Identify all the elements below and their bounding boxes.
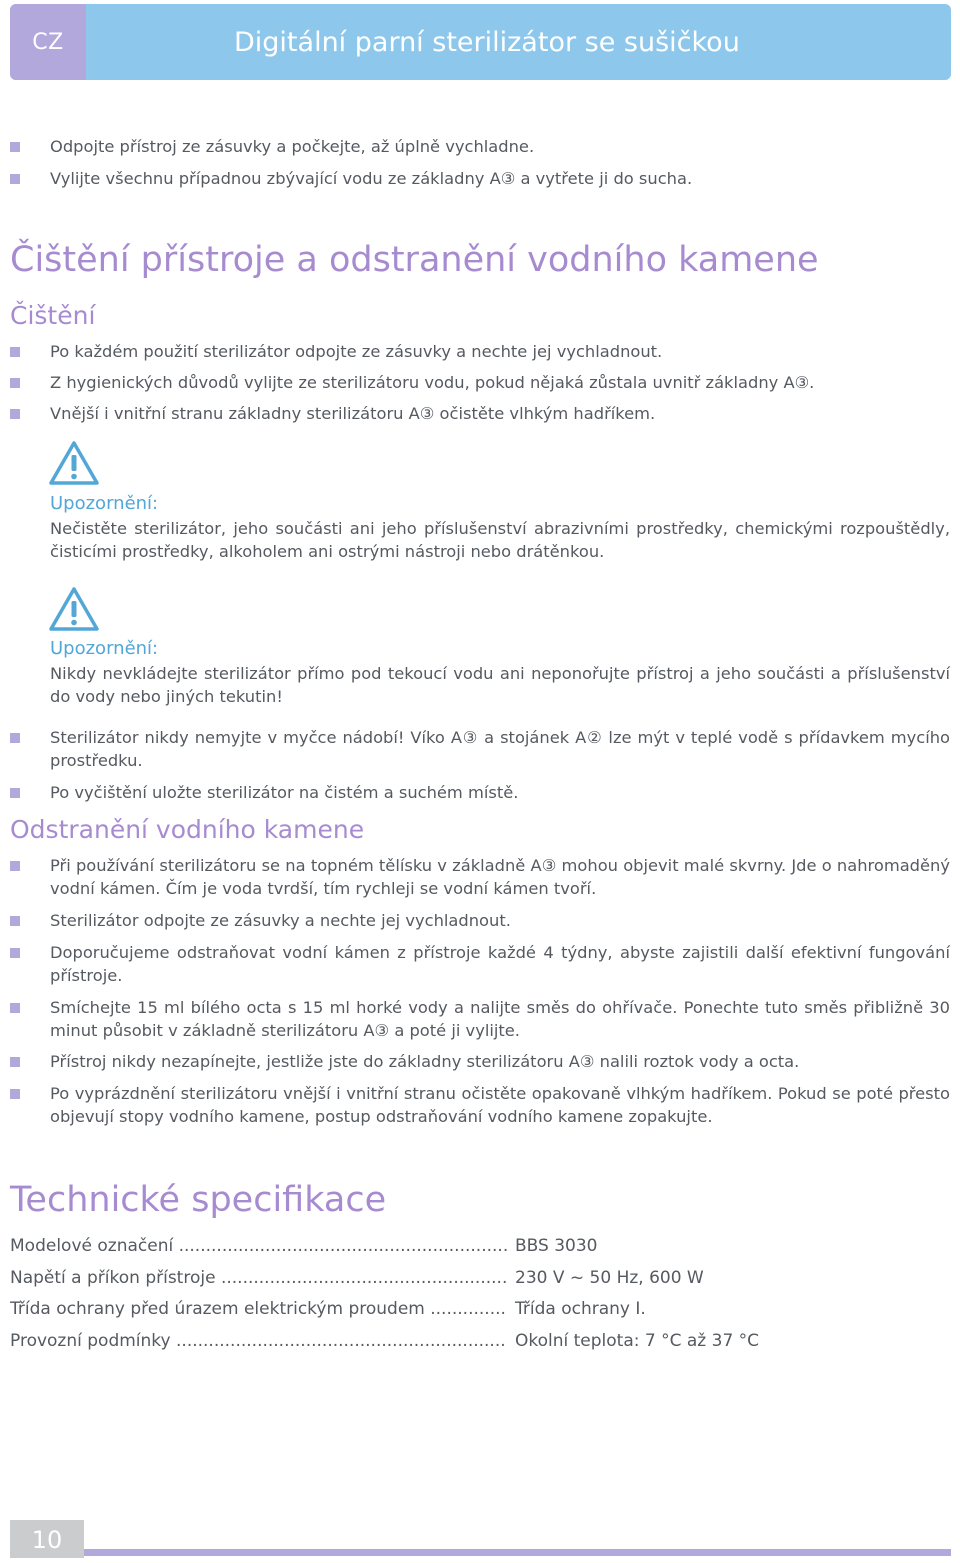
document-title: Digitální parní sterilizátor se sušičkou (234, 27, 740, 58)
spec-row (10, 1236, 950, 1260)
list-item: Při používání sterilizátoru se na topném tělísku v základně A③ mohou objevit malé skvrny. Jde o nahromaděný vodní kámen. Čím je voda tvrdší, tím rychleji se vodní kámen tvoří. (50, 856, 950, 898)
subheading-cleaning: Čištění (10, 301, 96, 330)
warning-triangle-icon (48, 586, 100, 632)
spec-label: Třída ochrany před úrazem elektrickým proudem ..... (10, 1299, 507, 1319)
list-item: Sterilizátor nikdy nemyjte v myčce nádobí! Víko A③ a stojánek A② lze mýt v teplé vodě s přídavkem mycího prostředku. (50, 728, 950, 770)
subheading-descaling: Odstranění vodního kamene (10, 815, 365, 844)
list-item: Doporučujeme odstraňovat vodní kámen z přístroje každé 4 týdny, abyste zajistili další efektivní fungování přístroje. (50, 943, 950, 985)
list-item: Po vyprázdnění sterilizátoru vnější i vnitřní stranu očistěte opakovaně vlhkým hadříkem. Pokud se poté přesto objevují stopy vodního kamene, postup odstraňování vodního kamene zopakujte. (50, 1084, 950, 1126)
list-item: Po vyčištění uložte sterilizátor na čistém a suchém místě. (50, 781, 950, 804)
spec-value: Okolní teplota: 7 °C až 37 °C (515, 1331, 760, 1351)
spec-label: Napětí a příkon přístroje ..... (10, 1268, 507, 1288)
page-number: 10 (10, 1520, 84, 1558)
section-heading-cleaning: Čištění přístroje a odstranění vodního kamene (10, 240, 819, 280)
warning-triangle-icon (48, 440, 100, 486)
warning-text: Nikdy nevkládejte sterilizátor přímo pod tekoucí vodu ani neponořujte přístroj a jeho součásti a příslušenství do vody nebo jiných tekutin! (50, 664, 950, 706)
spec-value: Třída ochrany I. (515, 1299, 646, 1319)
list-item: Po každém použití sterilizátor odpojte ze zásuvky a nechte jej vychladnout. (50, 340, 950, 363)
spec-label: Modelové označení ..... (10, 1236, 507, 1256)
warning-label: Upozornění: (50, 493, 159, 514)
section-heading-specs: Technické specifikace (10, 1180, 387, 1220)
spec-value: 230 V ~ 50 Hz, 600 W (515, 1268, 704, 1288)
spec-row (10, 1299, 950, 1323)
list-item: Smíchejte 15 ml bílého octa s 15 ml horké vody a nalijte směs do ohřívače. Ponechte tuto směs přibližně 30 minut působit v základně sterilizátoru A③ a poté ji vylijte. (50, 998, 950, 1040)
language-badge: CZ (10, 4, 86, 80)
list-item: Sterilizátor odpojte ze zásuvky a nechte jej vychladnout. (50, 909, 950, 932)
list-item: Vnější i vnitřní stranu základny sterilizátoru A③ očistěte vlhkým hadříkem. (50, 402, 950, 425)
page-header (10, 4, 951, 80)
list-item: Z hygienických důvodů vylijte ze sterilizátoru vodu, pokud nějaká zůstala uvnitř základny A③. (50, 371, 950, 394)
list-item: Přístroj nikdy nezapínejte, jestliže jste do základny sterilizátoru A③ nalili roztok vody a octa. (50, 1050, 950, 1073)
list-item: Vylijte všechnu případnou zbývající vodu ze základny A③ a vytřete ji do sucha. (50, 167, 950, 190)
spec-label: Provozní podmínky ..... (10, 1331, 507, 1351)
warning-label: Upozornění: (50, 638, 159, 659)
list-item: Odpojte přístroj ze zásuvky a počkejte, až úplně vychladne. (50, 135, 950, 158)
warning-text: Nečistěte sterilizátor, jeho součásti ani jeho příslušenství abrazivními prostředky, chemickými rozpouštědly, čisticími prostředky, alkoholem ani ostrými nástroji nebo drátěnkou. (50, 519, 950, 561)
footer-divider (84, 1549, 951, 1556)
spec-value: BBS 3030 (515, 1236, 598, 1256)
spec-row (10, 1268, 950, 1292)
spec-row (10, 1331, 950, 1355)
